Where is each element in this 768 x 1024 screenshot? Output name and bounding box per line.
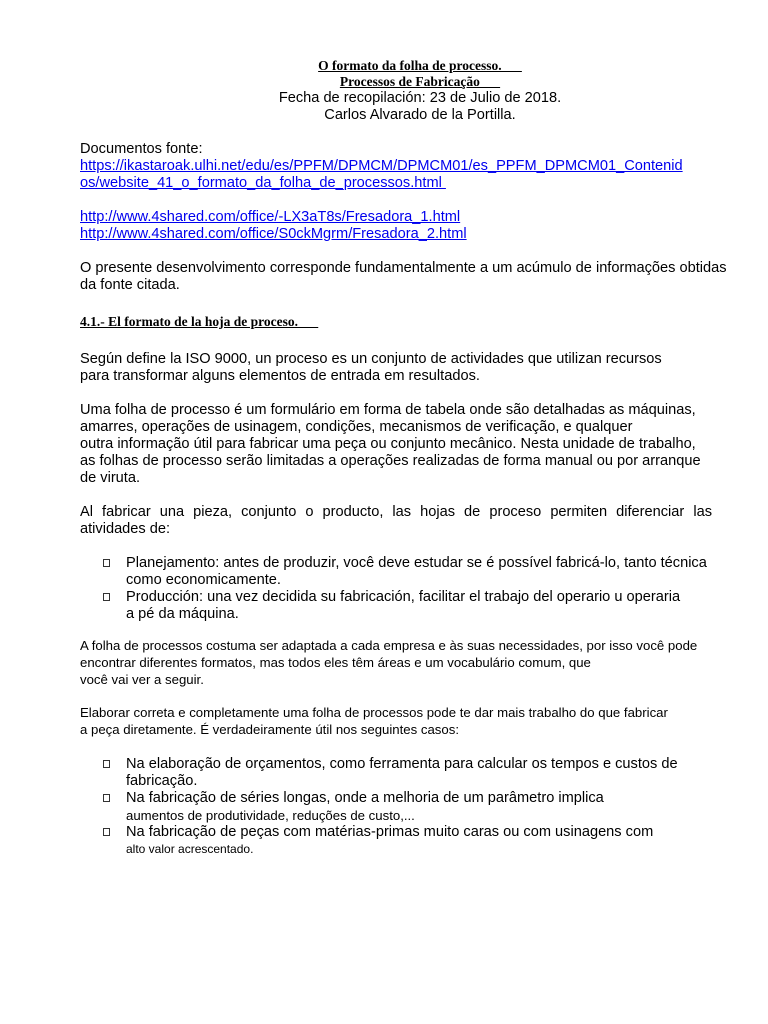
bullet-box-icon <box>103 760 110 768</box>
bullet-box-icon <box>103 828 110 836</box>
list-item-line-2: a pé da máquina. <box>126 606 239 622</box>
list-item-line-2: aumentos de produtividade, reduções de custo,... <box>126 808 415 823</box>
paragraph-line: amarres, operações de usinagem, condições, mecanismos de verificação, e qualquer <box>80 419 633 435</box>
bullet-box-icon <box>103 593 110 601</box>
title-line-1: O formato da folha de processo. <box>318 58 522 73</box>
bullet-box-icon <box>103 794 110 802</box>
paragraph-line: encontrar diferentes formatos, mas todos eles têm áreas e um vocabulário comum, que <box>80 655 591 670</box>
paragraph-line: Al fabricar una pieza, conjunto o producto, las hojas de proceso permiten diferenciar las <box>80 504 712 520</box>
activities-list <box>80 555 760 623</box>
list-item-line-2: alto valor acrescentado. <box>126 842 254 856</box>
paragraph-line: a peça diretamente. É verdadeiramente útil nos seguintes casos: <box>80 722 459 737</box>
paragraph-line: Según define la ISO 9000, un proceso es un conjunto de actividades que utilizan recursos <box>80 351 662 367</box>
intro-line-1: O presente desenvolvimento corresponde fundamentalmente a um acúmulo de informações obtidas <box>80 260 727 276</box>
list-item <box>80 756 760 790</box>
paragraph-line: as folhas de processo serão limitadas a operações realizadas de forma manual ou por arranque <box>80 453 701 469</box>
list-item-line-1: Producción: una vez decidida su fabricación, facilitar el trabajo del operario u operaria <box>126 589 681 605</box>
source-link-2[interactable]: http://www.4shared.com/office/-LX3aT8s/Fresadora_1.html <box>80 209 461 225</box>
section-title: 4.1.- El formato de la hoja de proceso. <box>80 314 319 329</box>
source-link-1-line-1: https://ikastaroak.ulhi.net/edu/es/PPFM/DPMCM/DPMCM01/es_PPFM_DPMCM01_Contenid <box>80 158 683 174</box>
paragraph-line: Elaborar correta e completamente uma folha de processos pode te dar mais trabalho do que fabricar <box>80 705 668 720</box>
list-item-line-2: como economicamente. <box>126 572 281 588</box>
author-line: Carlos Alvarado de la Portilla. <box>324 107 516 123</box>
paragraph-line: A folha de processos costuma ser adaptada a cada empresa e às suas necessidades, por isso você pode <box>80 638 698 653</box>
source-link-3[interactable]: http://www.4shared.com/office/S0ckMgrm/Fresadora_2.html <box>80 226 467 242</box>
cases-list <box>80 756 760 858</box>
source-link-1[interactable] <box>80 158 760 192</box>
intro-paragraph <box>80 260 760 294</box>
title-line-2: Processos de Fabricação <box>339 74 501 89</box>
list-item-line-2: fabricação. <box>126 773 198 789</box>
list-item-line-1: Na elaboração de orçamentos, como ferramenta para calcular os tempos e custos de <box>126 756 678 772</box>
paragraph-elaborar <box>80 704 760 738</box>
sources-label: Documentos fonte: <box>80 141 203 157</box>
document-header <box>80 58 760 124</box>
list-item <box>80 824 760 858</box>
intro-line-2: da fonte citada. <box>80 277 180 293</box>
date-line: Fecha de recopilación: 23 de Julio de 2018. <box>278 90 562 106</box>
paragraph-folha <box>80 402 760 487</box>
paragraph-line: outra informação útil para fabricar uma peça ou conjunto mecânico. Nesta unidade de trabalho, <box>80 436 696 452</box>
list-item-line-1: Na fabricação de peças com matérias-primas muito caras ou com usinagens com <box>126 824 654 840</box>
paragraph-fabricar <box>80 504 712 538</box>
paragraph-line: atividades de: <box>80 521 171 537</box>
list-item <box>80 555 760 589</box>
paragraph-adaptada <box>80 637 760 688</box>
list-item <box>80 589 760 623</box>
list-item <box>80 790 760 824</box>
list-item-line-1: Na fabricação de séries longas, onde a melhoria de um parâmetro implica <box>126 790 604 806</box>
paragraph-line: de viruta. <box>80 470 141 486</box>
sources-block <box>80 141 760 243</box>
paragraph-line: Uma folha de processo é um formulário em forma de tabela onde são detalhadas as máquinas, <box>80 402 696 418</box>
bullet-box-icon <box>103 559 110 567</box>
list-item-line-1: Planejamento: antes de produzir, você deve estudar se é possível fabricá-lo, tanto técnica <box>126 555 707 571</box>
document-page <box>80 58 760 858</box>
paragraph-line: você vai ver a seguir. <box>80 672 204 687</box>
source-link-1-line-2: os/website_41_o_formato_da_folha_de_processos.html <box>80 175 446 191</box>
paragraph-iso <box>80 351 760 385</box>
paragraph-line: para transformar alguns elementos de entrada em resultados. <box>80 368 480 384</box>
